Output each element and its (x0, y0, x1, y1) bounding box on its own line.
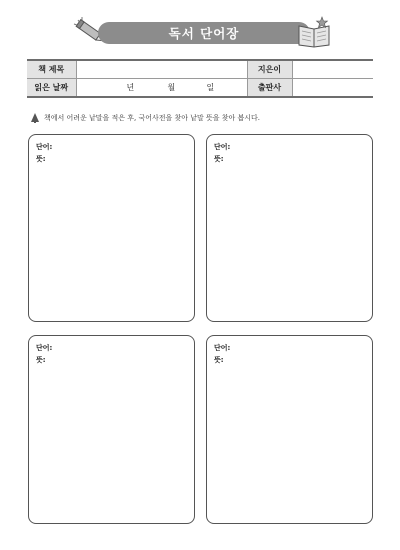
month-label: 월 (167, 83, 176, 92)
author-label: 지은이 (247, 60, 292, 79)
word-card-3[interactable] (28, 335, 195, 524)
bullet-icon (30, 113, 40, 123)
word-label: 단어: (214, 344, 231, 352)
day-label: 일 (206, 83, 215, 92)
year-label: 년 (126, 83, 135, 92)
meaning-label: 뜻: (214, 155, 224, 163)
publisher-field[interactable] (292, 79, 373, 98)
meaning-label: 뜻: (36, 155, 46, 163)
word-card-1[interactable] (28, 134, 195, 322)
book-icon (296, 16, 332, 48)
instruction-text: 책에서 어려운 낱말을 적은 후, 국어사전을 찾아 낱말 뜻을 찾아 봅시다. (44, 114, 261, 122)
book-title-label: 책 제목 (27, 60, 76, 79)
word-card-2[interactable] (206, 134, 373, 322)
word-label: 단어: (36, 143, 53, 151)
word-label: 단어: (214, 143, 231, 151)
meaning-label: 뜻: (36, 356, 46, 364)
publisher-label: 출판사 (247, 79, 292, 98)
word-card-4[interactable] (206, 335, 373, 524)
word-label: 단어: (36, 344, 53, 352)
page-title-banner (98, 22, 310, 44)
meaning-label: 뜻: (214, 356, 224, 364)
instruction-row (30, 113, 260, 123)
author-field[interactable] (292, 60, 373, 79)
date-field[interactable] (76, 79, 247, 98)
book-info-table (27, 59, 373, 98)
date-label: 읽은 날짜 (27, 79, 76, 98)
book-title-field[interactable] (76, 60, 247, 79)
page-title: 독서 단어장 (168, 26, 240, 41)
